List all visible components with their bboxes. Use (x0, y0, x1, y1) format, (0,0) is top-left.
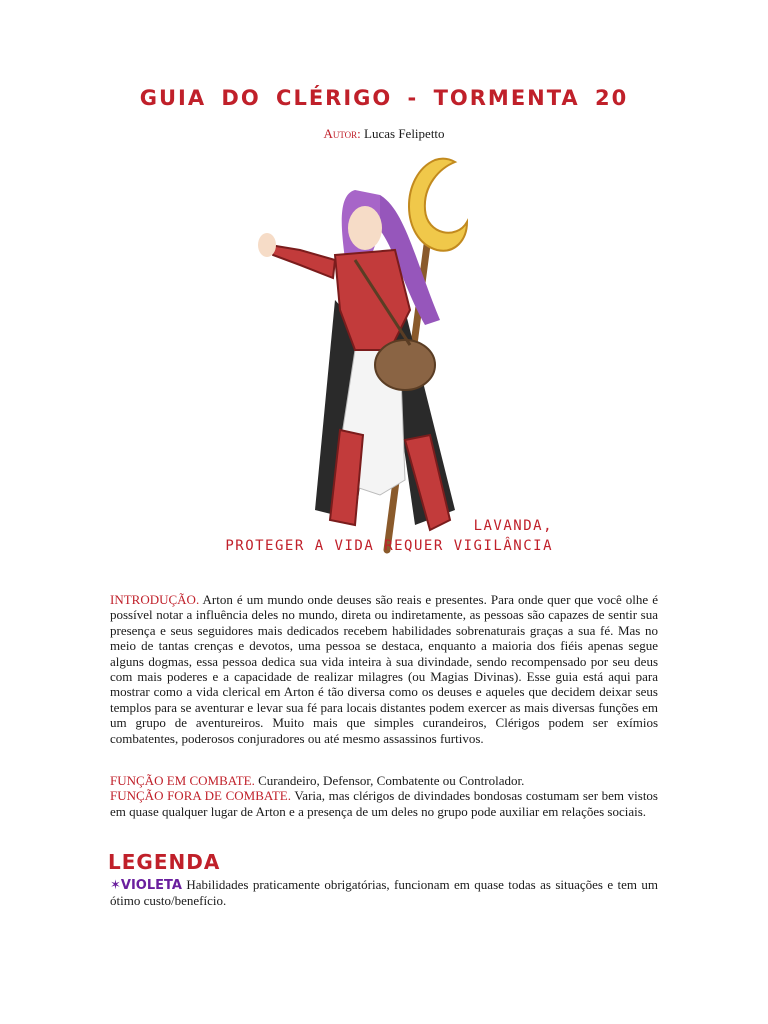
noncombat-role-text: Varia, mas clérigos de divindades bondosas costumam ser bem vistos em quase qualquer lugar de Arton e a presença de um deles no grupo pode auxiliar em relações sociais. (110, 788, 658, 819)
intro-text: Arton é um mundo onde deuses são reais e presentes. Para onde quer que você olhe é possível notar a influência deles no mundo, direta ou indiretamente, as pessoas são capazes de sentir sua presença e seus seguidores mais dedicados recebem habilidades sobrenaturais graças a sua fé. Mas no meio de tantas crenças e devotos, uma pessoa se destaca, enquanto a maioria dos fiéis apenas segue alguns dogmas, essa pessoa dedica sua vida inteira à sua divindade, sendo recompensado por seu deus com mais poderes e a capacidade de realizar milagres (ou Magias Divinas). Esse guia está aqui para mostrar como a vida clerical em Arton é tão diversa como os deuses e aqueles que decidem deixar seus templos para se aventurar e levar sua fé para locais distantes podem exercer as mais diversas funções em um grupo de aventureiros. Muito mais que simples curandeiros, Clérigos podem ser exímios combatentes, poderosos conjuradores ou até mesmo assassinos furtivos. (110, 592, 658, 746)
author-label: Autor: (323, 126, 361, 141)
violet-text: Habilidades praticamente obrigatórias, funcionam em quase todas as situações e tem um ótimo custo/benefício. (110, 877, 659, 909)
illustration-caption-name: LAVANDA, (473, 518, 553, 534)
page-title: GUIA DO CLÉRIGO - TORMENTA 20 (139, 86, 629, 110)
intro-paragraph (110, 592, 658, 746)
illustration-caption-motto: PROTEGER A VIDA REQUER VIGILÂNCIA (225, 538, 553, 554)
legend-heading: LEGENDA (108, 850, 221, 874)
noncombat-role-label: FUNÇÃO FORA DE COMBATE. (110, 788, 291, 804)
author-line (0, 126, 768, 142)
cleric-illustration (205, 150, 575, 570)
legend-violet-entry (110, 877, 658, 909)
combat-role-line (110, 773, 658, 788)
combat-role-text: Curandeiro, Defensor, Combatente ou Controlador. (258, 773, 525, 788)
roles-paragraph (110, 773, 658, 819)
combat-role-label: FUNÇÃO EM COMBATE. (110, 773, 255, 788)
noncombat-role-line (110, 788, 658, 819)
intro-label: INTRODUÇÃO. (110, 592, 200, 607)
author-name: Lucas Felipetto (364, 126, 445, 141)
violet-star-icon: ✶ (110, 878, 121, 893)
violet-label: VIOLETA (120, 878, 182, 893)
